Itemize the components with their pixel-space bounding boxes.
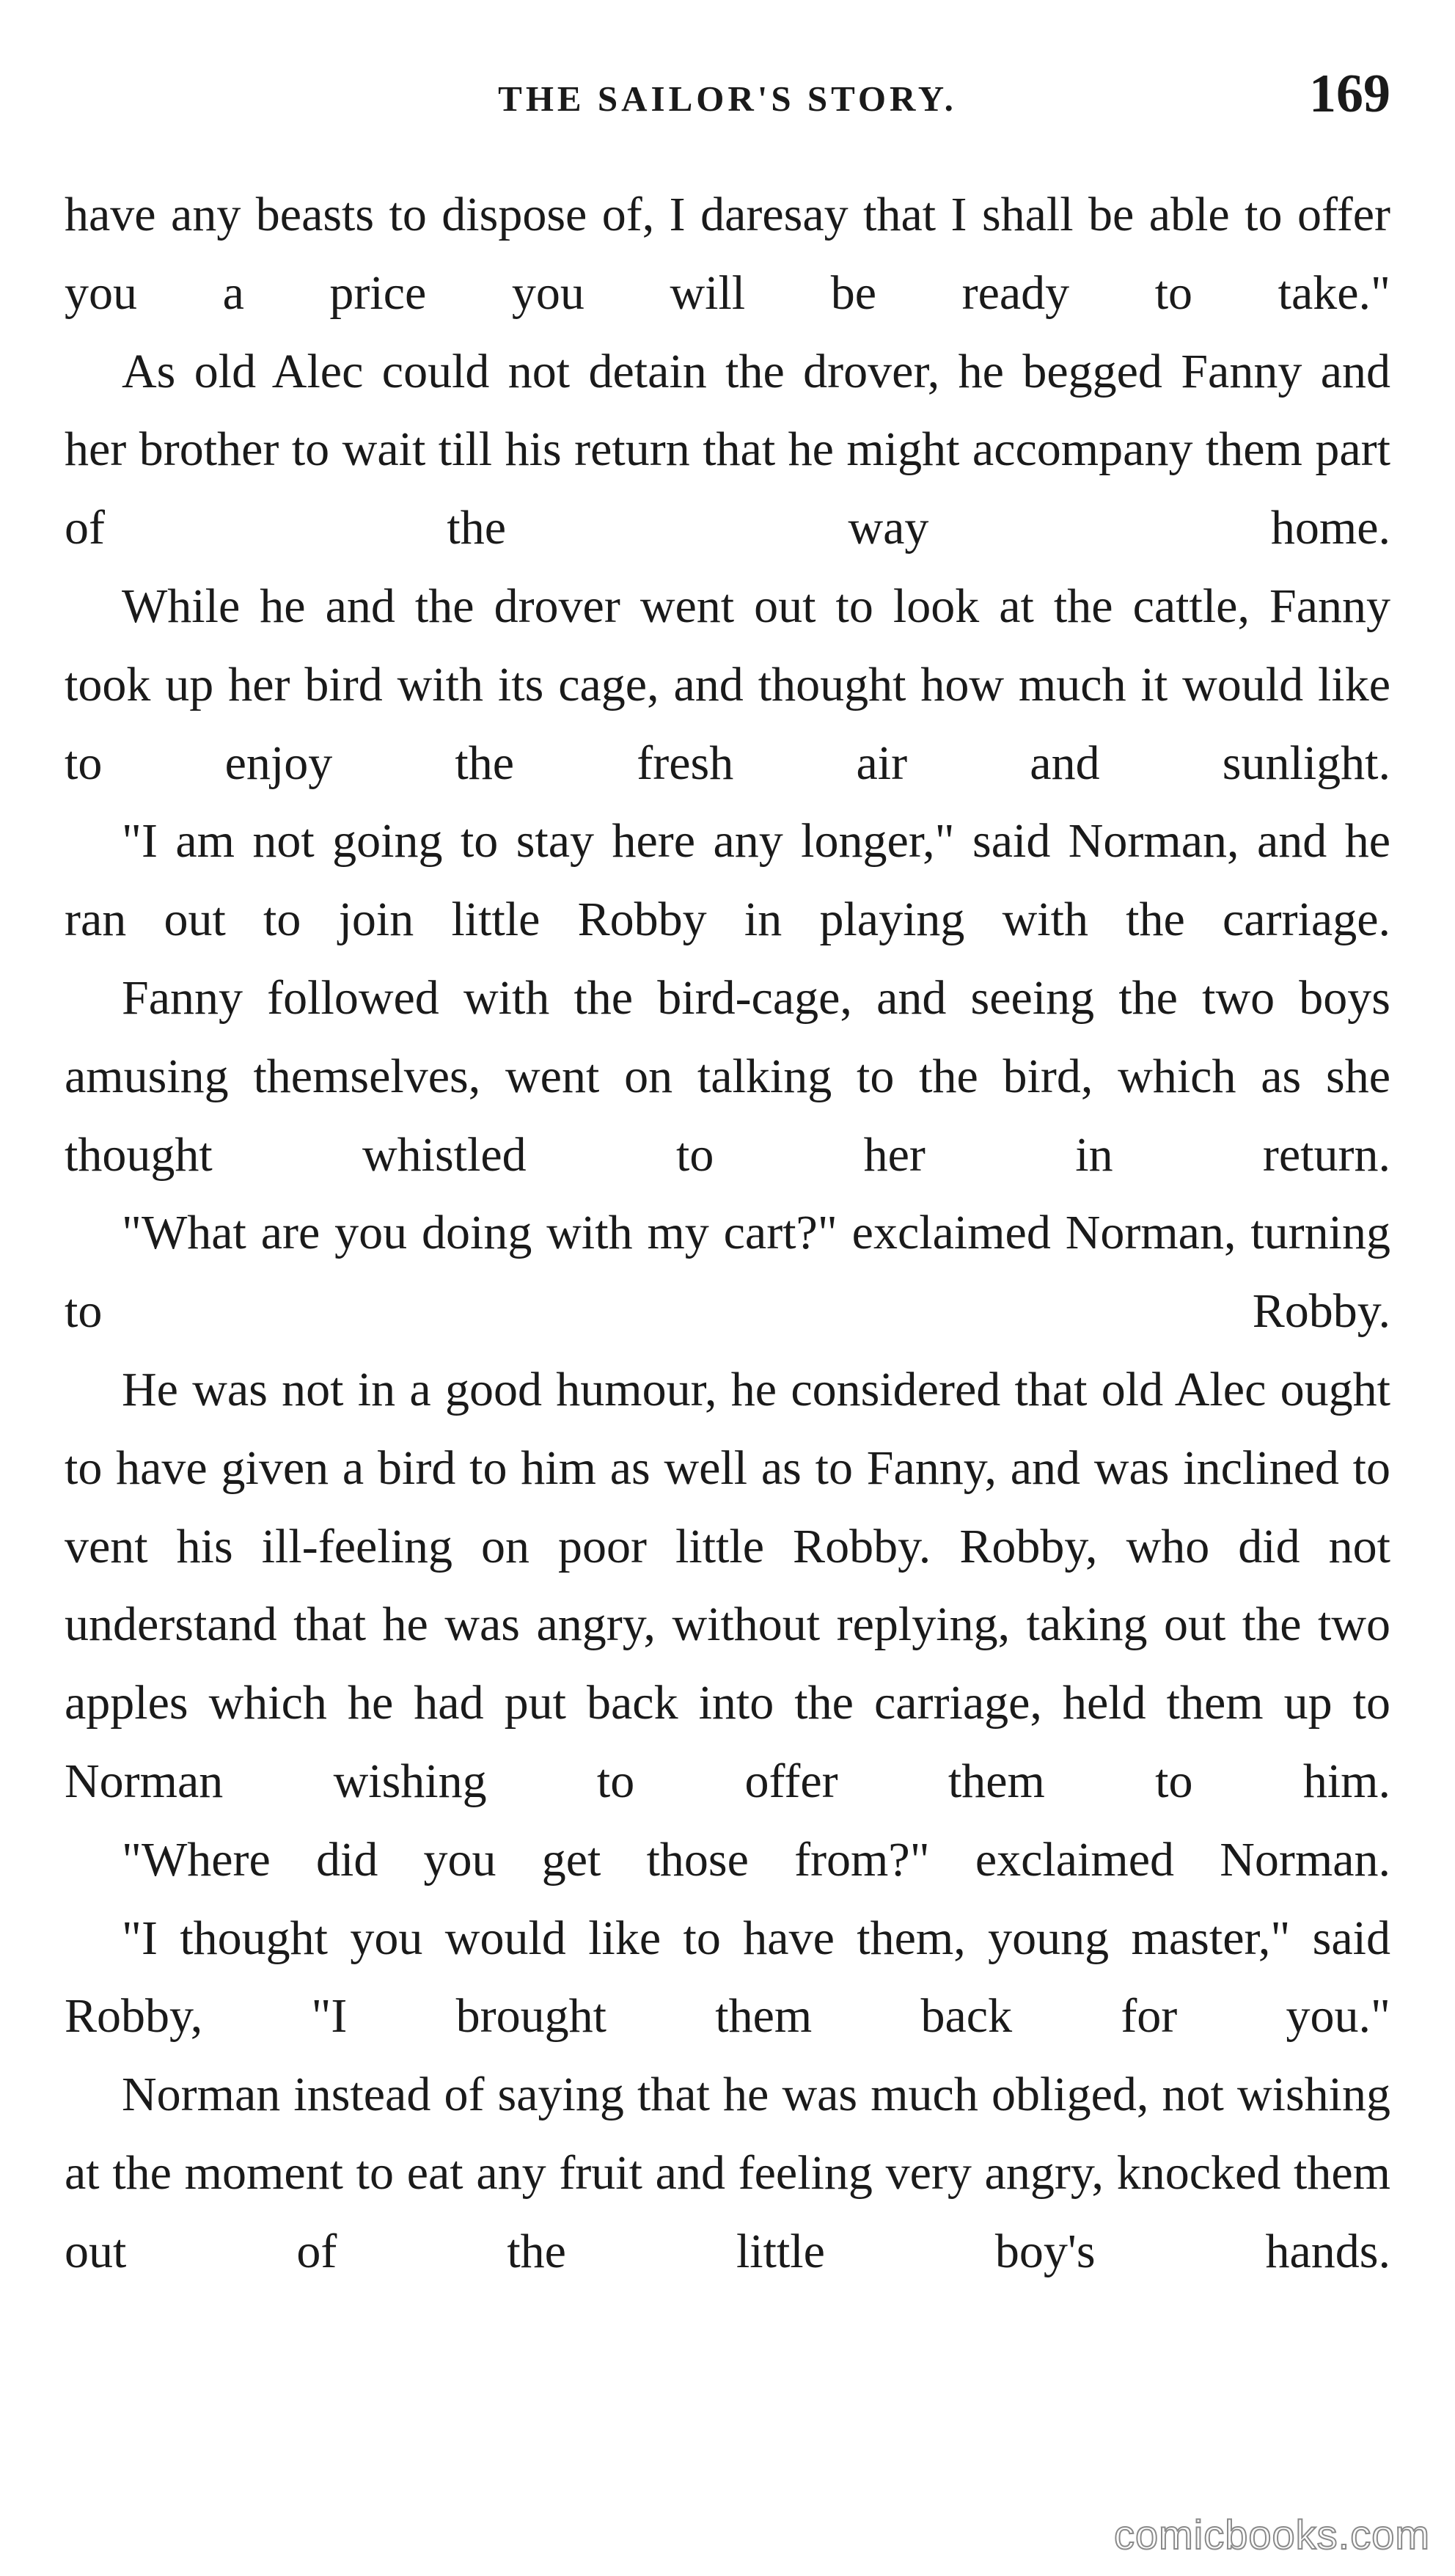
paragraph: While he and the drover went out to look at the cattle, Fanny took up her bird with its cage, and thought how much it would like to enjoy the fresh air and sunlight. [65,579,1390,790]
paragraph: "I thought you would like to have them, young master," said Robby, "I brought them back for you." [65,1911,1390,2043]
paragraph: He was not in a good humour, he considered that old Alec ought to have given a bird to him as well as to Fanny, and was inclined to vent his ill-feeling on poor little Robby. Robby, who did not understand that he was angry, without replying, taking out the two apples which he had put back into the carriage, held them up to Norman wishing to offer them to him. [65,1362,1390,1808]
running-head [65,63,1390,129]
paragraph: Norman instead of saying that he was much obliged, not wishing at the moment to eat any fruit and feeling very angry, knocked them out of the little boy's hands. [65,2068,1390,2278]
paragraph: "Where did you get those from?" exclaimed Norman. [122,1832,1390,1887]
body-text [65,176,1390,2291]
paragraph: Fanny followed with the bird-cage, and seeing the two boys amusing themselves, went on talking to the bird, which as she thought whistled to her in return. [65,970,1390,1182]
paragraph: "I am not going to stay here any longer," said Norman, and he ran out to join little Robby in playing with the carriage. [65,814,1390,947]
paragraph: "What are you doing with my cart?" exclaimed Norman, turning to Robby. [65,1206,1390,1339]
paragraph: As old Alec could not detain the drover, he begged Fanny and her brother to wait till his return that he might accompany them part of the way home. [65,344,1390,555]
watermark: comicbooks.com [1113,2511,1430,2558]
running-title: THE SAILOR'S STORY. [498,78,957,119]
page-number: 169 [1309,64,1390,124]
paragraph-continuation: have any beasts to dispose of, I daresay that I shall be able to offer you a price you will be ready to take." [65,188,1390,320]
